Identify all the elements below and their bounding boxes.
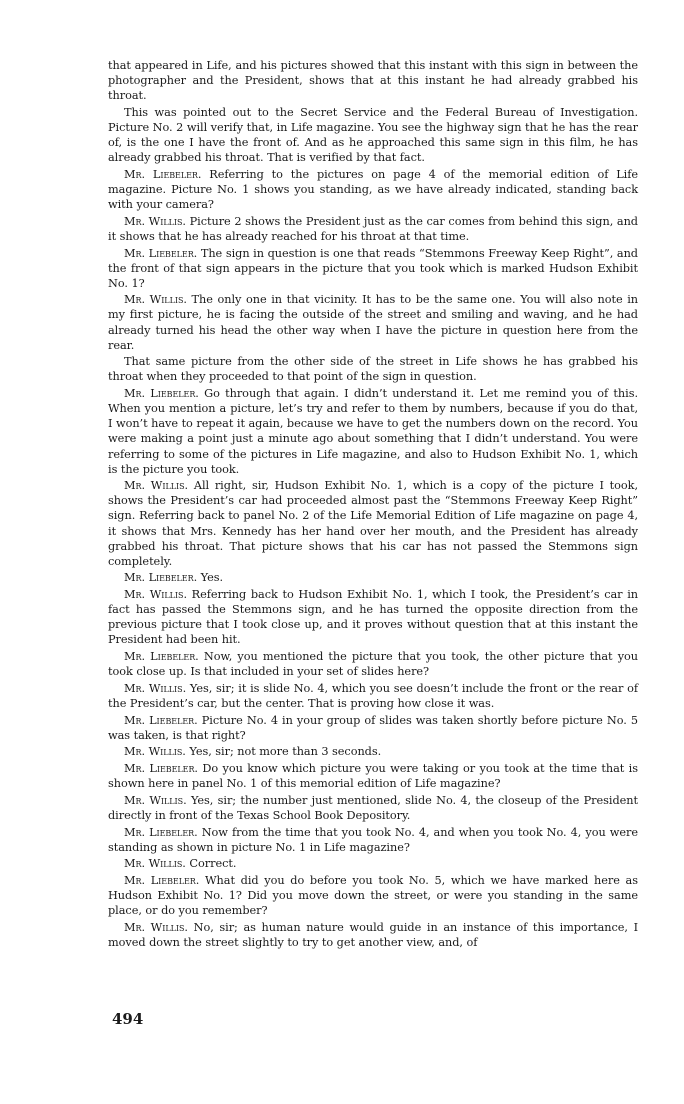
speaker-name: Mr. Willis. bbox=[124, 857, 186, 871]
speaker-name: Mr. Willis. bbox=[124, 745, 186, 759]
paragraph-text: Yes, sir; not more than 3 seconds. bbox=[189, 745, 382, 759]
paragraph-text: Yes. bbox=[200, 571, 224, 585]
speaker-name: Mr. Liebeler. bbox=[124, 825, 198, 839]
paragraph bbox=[108, 214, 638, 244]
paragraph bbox=[108, 793, 638, 823]
paragraph bbox=[108, 354, 638, 384]
paragraph bbox=[108, 825, 638, 855]
paragraph bbox=[108, 167, 638, 212]
paragraph bbox=[108, 386, 638, 477]
paragraph-text: All right, sir, Hudson Exhibit No. 1, which is a copy of the picture I took, shows the President’s car had proceeded almost past the “Stemmons Freeway Keep Right” sign. Referring back to panel No. 2 of the Life Memorial Edition of Life magazine on page 4, it shows that Mrs. Kennedy has her hand over her mouth, and the President has already grabbed his throat. That picture shows that his car has not passed the Stemmons sign completely. bbox=[108, 479, 638, 568]
paragraph-text: Now, you mentioned the picture that you took, the other picture that you took close up. Is that included in your set of slides here? bbox=[108, 650, 638, 679]
paragraph-text: Do you know which picture you were taking or you took at the time that is shown here in panel No. 1 of this memorial edition of Life magazine? bbox=[108, 762, 638, 791]
paragraph-text: The only one in that vicinity. It has to be the same one. You will also note in my first picture, he is facing the outside of the street and smiling and waving, and he had already turned his head the other way when I have the picture in question here from the rear. bbox=[108, 293, 638, 352]
paragraph bbox=[108, 58, 638, 103]
speaker-name: Mr. Liebeler. bbox=[124, 571, 198, 585]
paragraph bbox=[108, 292, 638, 352]
speaker-name: Mr. Willis. bbox=[124, 681, 187, 695]
speaker-name: Mr. Willis. bbox=[124, 793, 187, 807]
paragraph-text: Yes, sir; it is slide No. 4, which you see doesn’t include the front or the rear of the President’s car, but the center. That is proving how close it was. bbox=[108, 681, 638, 710]
speaker-name: Mr. Liebeler. bbox=[124, 650, 199, 664]
paragraph bbox=[108, 105, 638, 165]
paragraph bbox=[108, 744, 638, 759]
paragraph bbox=[108, 920, 638, 950]
paragraph bbox=[108, 856, 638, 871]
paragraph bbox=[108, 761, 638, 791]
speaker-name: Mr. Liebeler. bbox=[124, 713, 198, 727]
paragraph bbox=[108, 570, 638, 585]
paragraph bbox=[108, 713, 638, 743]
paragraph bbox=[108, 587, 638, 647]
speaker-name: Mr. Liebeler. bbox=[124, 387, 199, 401]
paragraph-text: Now from the time that you took No. 4, and when you took No. 4, you were standing as shown in picture No. 1 in Life magazine? bbox=[108, 825, 638, 854]
paragraph bbox=[108, 478, 638, 569]
paragraph-text: Referring to the pictures on page 4 of the memorial edition of Life magazine. Picture No. 1 shows you standing, as we have already indicated, standing back with your camera? bbox=[108, 167, 638, 212]
paragraph bbox=[108, 649, 638, 679]
paragraph-text: The sign in question is one that reads “Stemmons Freeway Keep Right”, and the front of that sign appears in the picture that you took which is marked Hudson Exhibit No. 1? bbox=[108, 246, 638, 290]
paragraph-text: Correct. bbox=[189, 857, 237, 871]
paragraph bbox=[108, 873, 638, 918]
paragraph-text: that appeared in Life, and his pictures showed that this instant with this sign in between the photographer and the President, shows that at this instant he had already grabbed his throat. bbox=[108, 59, 638, 103]
speaker-name: Mr. Willis. bbox=[124, 293, 187, 307]
speaker-name: Mr. Willis. bbox=[124, 214, 186, 228]
transcript-body bbox=[108, 58, 638, 952]
speaker-name: Mr. Liebeler. bbox=[124, 874, 200, 888]
paragraph-text: Go through that again. I didn’t understand it. Let me remind you of this. When you mention a picture, let’s try and refer to them by numbers, because if you do that, I won’t have to repeat it again, because we have to get the numbers down on the record. You were making a point just a minute ago about something that I didn’t understand. You were referring to some of the pictures in Life magazine, and also to Hudson Exhibit No. 1, which is the picture you took. bbox=[108, 387, 638, 476]
paragraph-text: That same picture from the other side of the street in Life shows he has grabbed his throat when they proceeded to that point of the sign in question. bbox=[108, 355, 638, 384]
paragraph-text: What did you do before you took No. 5, which we have marked here as Hudson Exhibit No. 1? Did you move down the street, or were you standing in the same place, or do you remember? bbox=[108, 874, 638, 918]
paragraph-text: Referring back to Hudson Exhibit No. 1, which I took, the President’s car in fact has passed the Stemmons sign, and he has turned the opposite direction from the previous picture that I took close up, and it proves without question that at this instant the President had been hit. bbox=[108, 588, 638, 647]
paragraph-text: This was pointed out to the Secret Service and the Federal Bureau of Investigation. Picture No. 2 will verify that, in Life magazine. You see the highway sign that he has the rear of, is the one I have the front of. And as he approached this same sign in this film, he has already grabbed his throat. That is verified by that fact. bbox=[108, 105, 638, 165]
page-number: 494 bbox=[112, 1010, 144, 1028]
speaker-name: Mr. Liebeler. bbox=[124, 246, 198, 260]
paragraph-text: Picture No. 4 in your group of slides was taken shortly before picture No. 5 was taken, is that right? bbox=[108, 713, 638, 742]
paragraph bbox=[108, 246, 638, 291]
speaker-name: Mr. Liebeler. bbox=[124, 762, 198, 776]
speaker-name: Mr. Liebeler. bbox=[124, 167, 202, 181]
speaker-name: Mr. Willis. bbox=[124, 588, 187, 602]
speaker-name: Mr. Willis. bbox=[124, 479, 189, 493]
paragraph-text: Yes, sir; the number just mentioned, slide No. 4, the closeup of the President directly in front of the Texas School Book Depository. bbox=[108, 793, 638, 822]
speaker-name: Mr. Willis. bbox=[124, 921, 188, 935]
paragraph-text: Picture 2 shows the President just as the car comes from behind this sign, and it shows that he has already reached for his throat at that time. bbox=[108, 214, 638, 243]
paragraph bbox=[108, 681, 638, 711]
paragraph-text: No, sir; as human nature would guide in an instance of this importance, I moved down the street slightly to try to get another view, and, of bbox=[108, 921, 638, 950]
